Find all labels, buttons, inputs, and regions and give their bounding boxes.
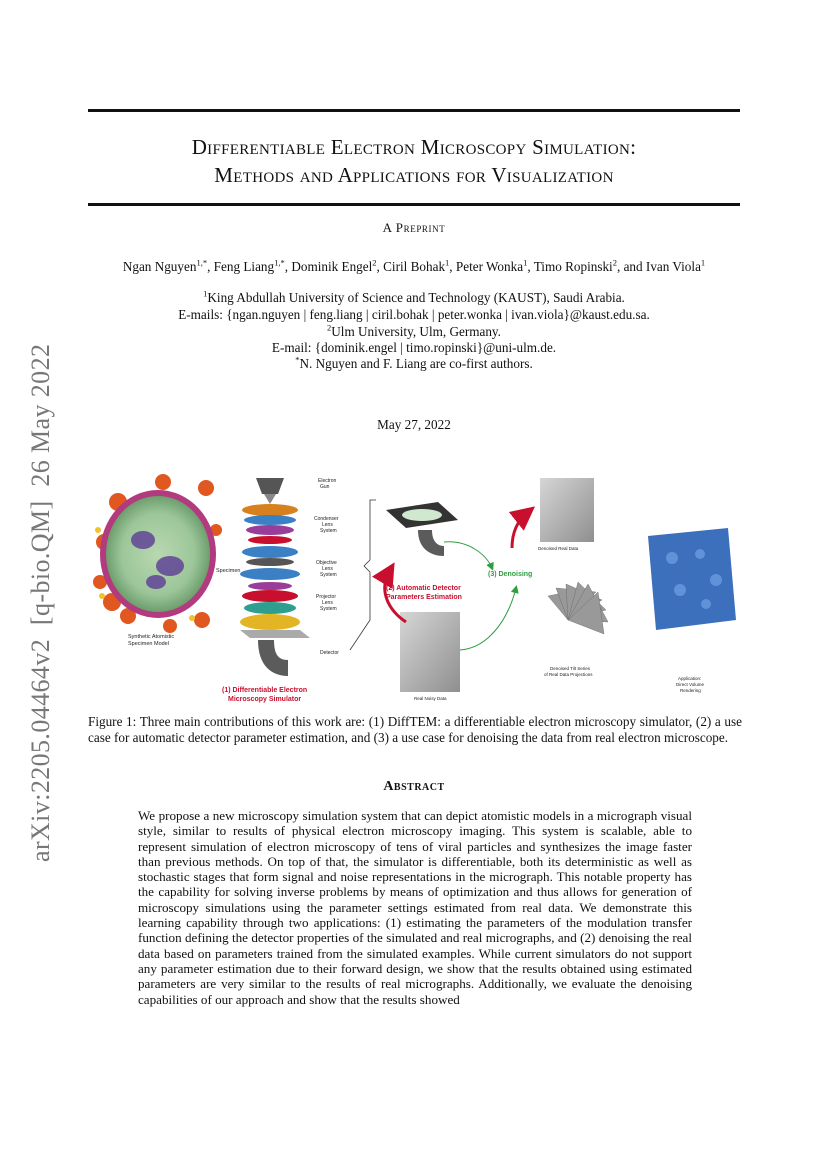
application-label: Application: Direct Volume Rendering [676,676,705,693]
author: Ciril Bohak$^1$ [383,257,450,274]
real-noisy-label: Real Noisy Data [414,696,447,701]
paper-title [88,133,740,189]
detector-body [258,640,288,676]
condenser-label: Condenser Lens System [314,516,339,534]
author: Ngan Nguyen$^{1,*}$ [122,257,208,274]
preprint-label: A Preprint [382,220,446,235]
simulated-detector [386,502,458,556]
figure-caption: Figure 1: Three main contributions of this work are: (1) DiffTEM: a differentiable electron microscopy simulator, (2) a use case for automatic detector parameter estimation, and (3) a use case for denoising the data from real electron microscope. [88,714,742,745]
specimen-label: Specimen [216,568,241,574]
arxiv-identifier: arXiv:2205.04464v2 [q-bio.QM] 26 May 2022 [26,343,55,862]
affiliation-2: $^2$Ulm University, Ulm, Germany. [327,322,501,339]
step-2-label: (2) Automatic Detector Parameters Estimation [386,585,462,601]
author: Feng Liang$^{1,*}$ [213,257,285,274]
author-list: Ngan Nguyen$^{1,*}$, Feng Liang$^{1,*}$, Dominik Engel$^2$, Ciril Bohak$^1$, Peter Wonka$^1$, Timo Ropinski$^2$, and Ivan Viola$^1$ [122,257,706,274]
top-rule [88,109,740,112]
synthetic-label: Synthetic Atomistic Specimen Model [128,634,175,647]
title-line-2: Methods and Applications for Visualization [214,163,614,187]
denoised-real-label: Denoised Real Data [538,546,579,551]
affiliation-1: $^1$King Abdullah University of Science and Technology (KAUST), Saudi Arabia. [203,288,625,305]
abstract-text: We propose a new microscopy simulation system that can depict atomistic models in a micrograph visual style, similar to results of physical electron microscopy imaging. This system is scalable, able to represent simulation of electron microscopy of tens of viral particles and synthesizes the image faster than previous methods. On top of that, the simulator is differentiable, both its deterministic as well as stochastic stages that form signal and noise representations in the micrograph. This notable property has the capability for solving inverse problems by means of optimization and thus allows for generation of microscopy simulations using the parameter settings estimated from real data. We demonstrate this learning capability through two applications: (1) estimating the parameters of the modulation transfer function defining the detector properties of the simulated and real micrographs, and (2) denoising the real data based on parameters trained from the simulated examples. While current simulators do not support any parameter estimation due to their forward design, we show that the results obtained using estimated parameters are very similar to the results of real micrographs. Additionally, we evaluate the denoising capabilities of our approach and show that the results showed [138,808,692,1007]
denoising-arrow-lower [460,588,516,650]
detector-label: Detector [320,650,339,656]
microscope-column [240,478,310,676]
tilt-series-label: Denoised Tilt Series of Real Data Projections [544,666,593,677]
title-bottom-rule [88,203,740,206]
title-line-1: Differentiable Electron Microscopy Simulation: [191,135,637,159]
denoised-arrow [512,512,528,548]
affiliation-1-emails: E-mails: {ngan.nguyen | feng.liang | ciril.bohak | peter.wonka | ivan.viola}@kaust.edu.sa. [178,307,650,322]
author: Dominik Engel$^2$ [291,257,377,274]
tilt-series-fan [548,582,608,634]
virus-specimen-model [93,474,222,633]
denoising-arrow-upper [444,542,492,568]
affiliation-2-email: E-mail: {dominik.engel | timo.ropinski}@uni-ulm.de. [271,340,557,355]
abstract-heading: Abstract [383,779,445,794]
volume-rendering [648,528,736,630]
objective-label: Objective Lens System [316,560,337,578]
step-1-label: (1) Differentiable Electron Microscopy Simulator [222,687,308,703]
co-first-author-note: *N. Nguyen and F. Liang are co-first authors. [295,354,533,371]
electron-gun [256,478,284,494]
date: May 27, 2022 [377,417,451,432]
figure-1 [88,470,740,710]
author: Peter Wonka$^1$ [455,257,528,274]
denoised-real-image [540,478,594,542]
step-3-label: (3) Denoising [488,571,533,578]
real-noisy-image [400,612,460,692]
author: Timo Ropinski$^2$ [533,257,617,274]
author: Ivan Viola$^1$ [645,257,706,274]
projector-label: Projector Lens System [316,594,337,612]
electron-gun-label: Electron Gun [318,478,337,490]
